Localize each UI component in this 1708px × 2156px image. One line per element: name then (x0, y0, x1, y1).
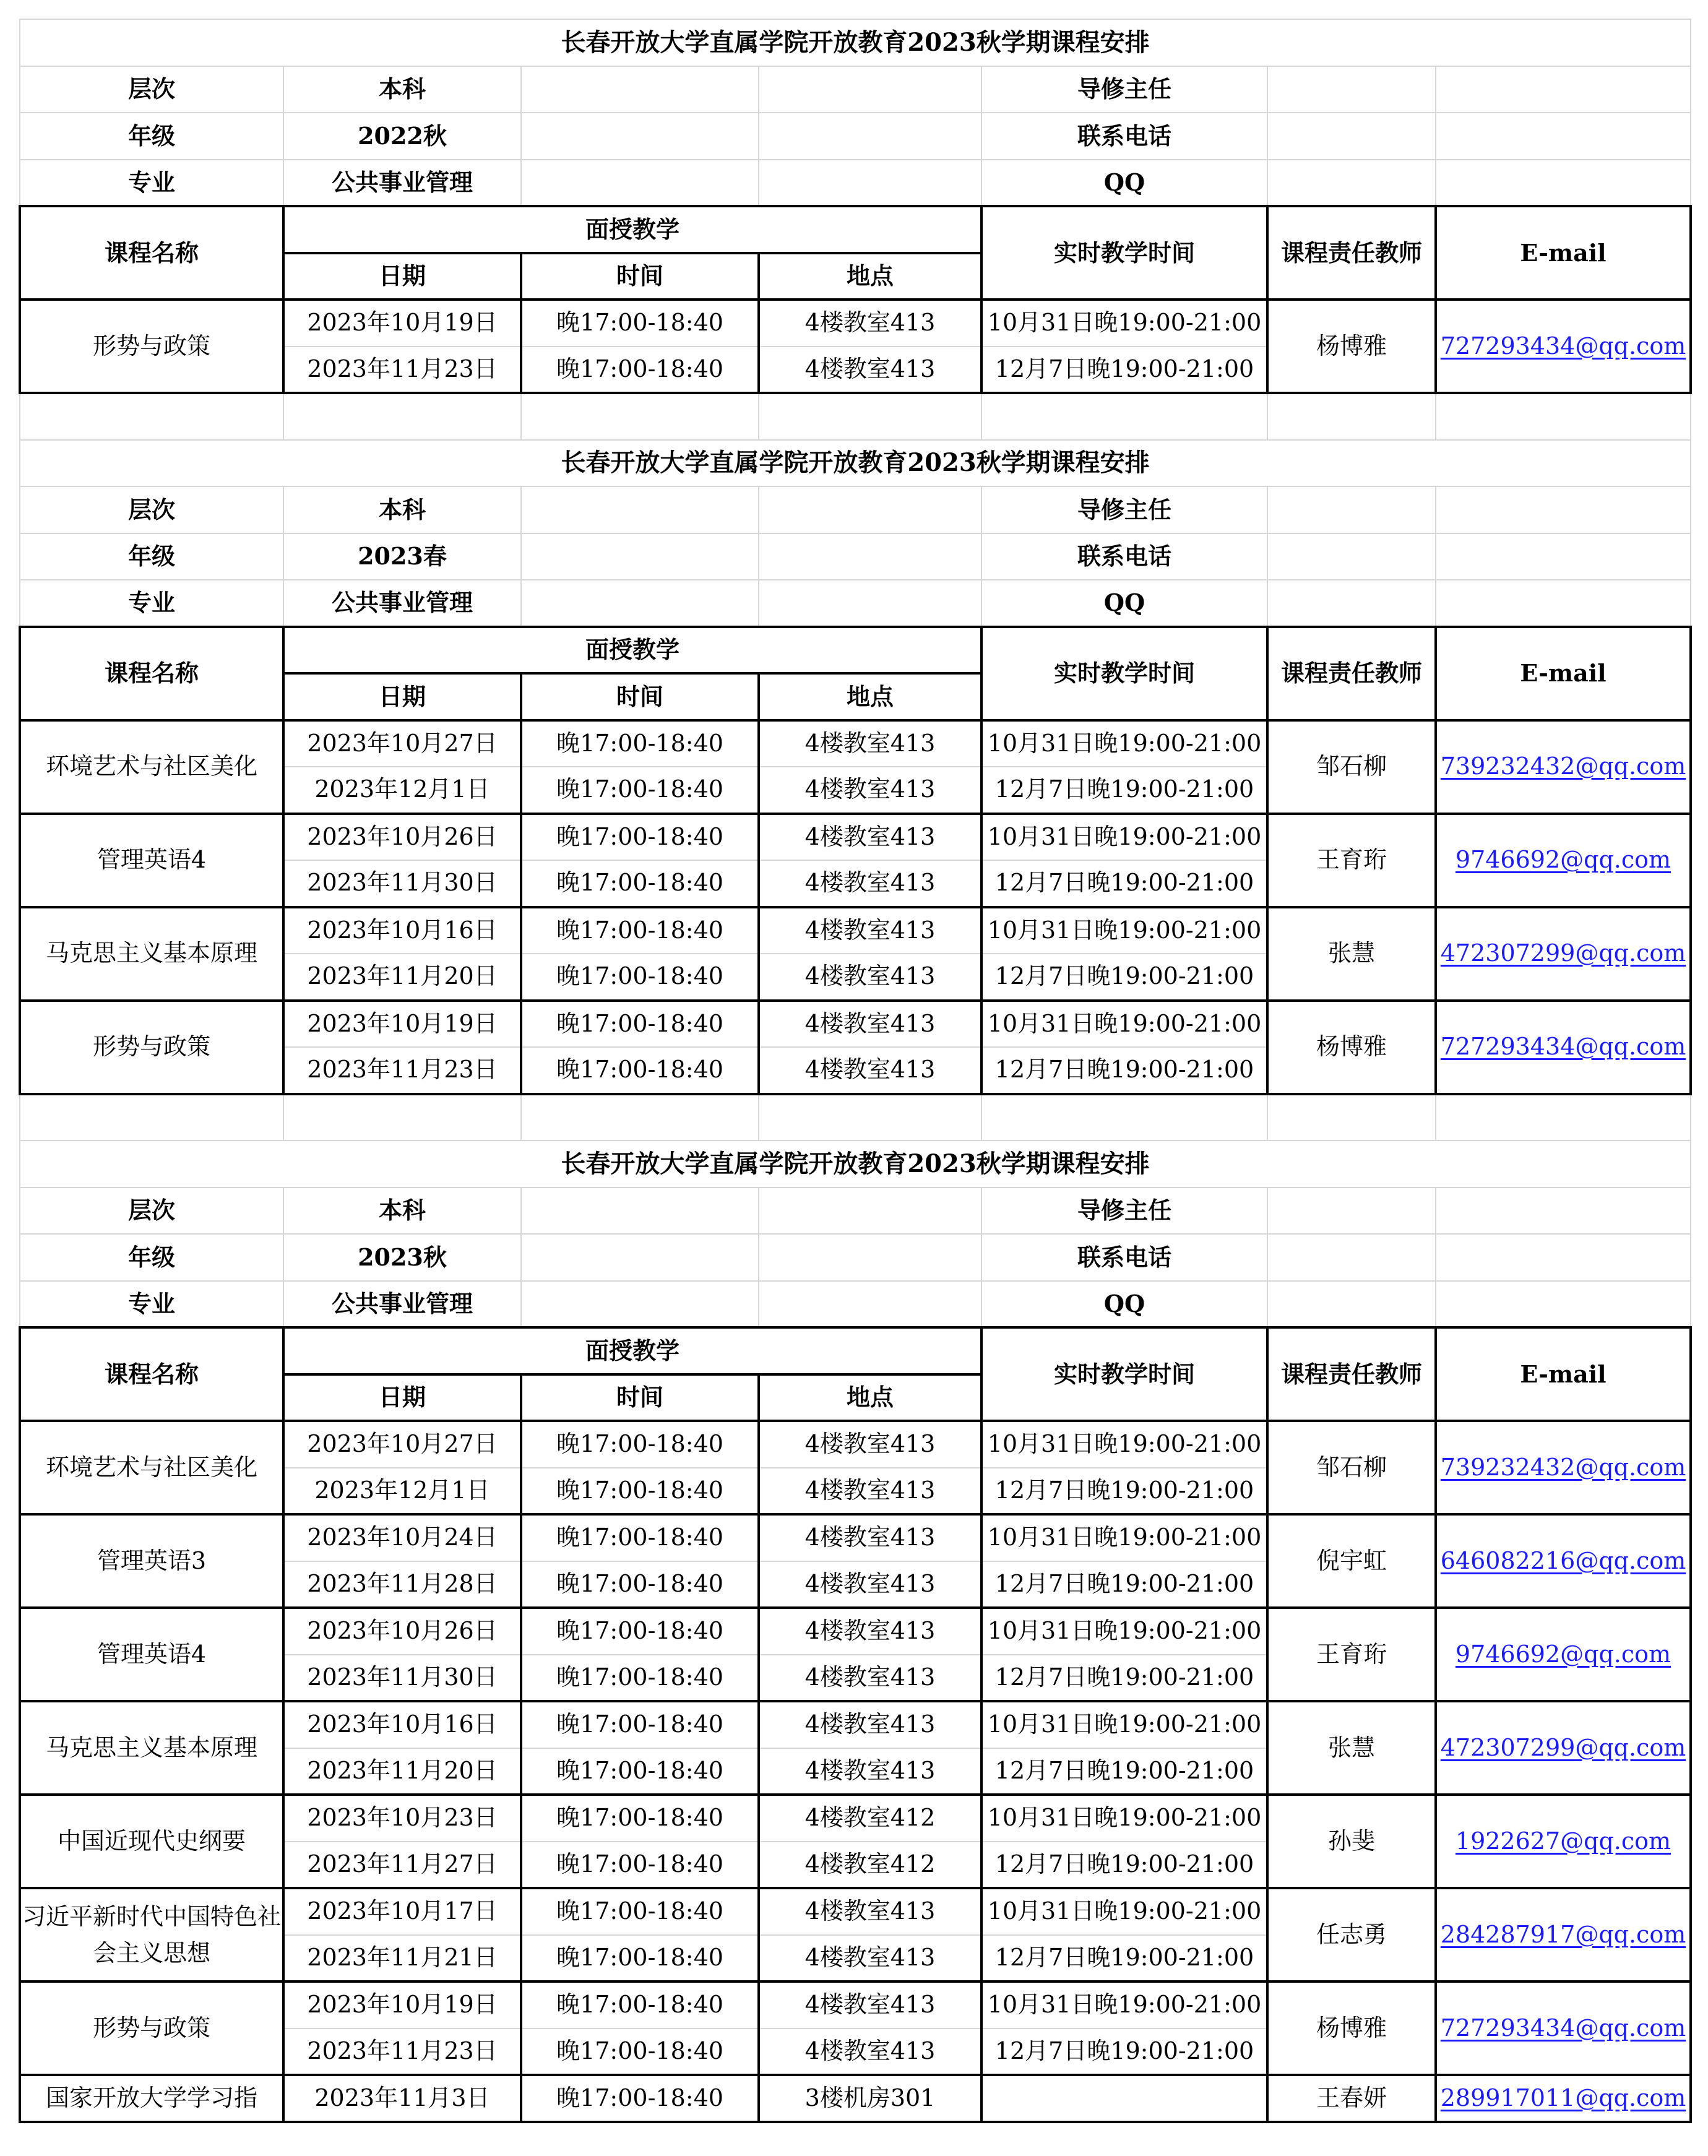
course-email-link[interactable]: 727293434@qq.com (1436, 1981, 1691, 2075)
grade-label: 年级 (20, 1234, 283, 1281)
major-value: 公共事业管理 (283, 160, 521, 207)
session-date: 2023年11月28日 (283, 1561, 521, 1608)
major-value: 公共事业管理 (283, 1281, 521, 1328)
header-course-name: 课程名称 (20, 627, 283, 720)
session-time: 晚17:00-18:40 (521, 1981, 759, 2029)
sheet-title: 长春开放大学直属学院开放教育2023秋学期课程安排 (20, 440, 1691, 487)
course-teacher: 杨博雅 (1267, 300, 1436, 393)
empty-cell (283, 393, 521, 440)
level-value: 本科 (283, 486, 521, 533)
session-date: 2023年10月19日 (283, 1981, 521, 2029)
session-realtime: 10月31日晚19:00-21:00 (981, 1795, 1267, 1842)
session-time: 晚17:00-18:40 (521, 907, 759, 954)
session-realtime: 12月7日晚19:00-21:00 (981, 1047, 1267, 1094)
table-row (20, 1001, 1691, 1048)
course-teacher: 张慧 (1267, 1701, 1436, 1795)
level-value: 本科 (283, 1188, 521, 1235)
session-time: 晚17:00-18:40 (521, 2075, 759, 2122)
session-date: 2023年10月27日 (283, 720, 521, 767)
course-name: 马克思主义基本原理 (20, 1701, 283, 1795)
empty-cell (521, 580, 759, 627)
session-realtime: 10月31日晚19:00-21:00 (981, 300, 1267, 347)
advisor-label: 导修主任 (981, 486, 1267, 533)
course-name: 习近平新时代中国特色社会主义思想 (20, 1888, 283, 1981)
session-date: 2023年10月17日 (283, 1888, 521, 1935)
empty-cell (1267, 393, 1436, 440)
info-row (20, 66, 1691, 113)
empty-cell (521, 1188, 759, 1235)
session-realtime: 12月7日晚19:00-21:00 (981, 1655, 1267, 1702)
session-place: 4楼教室413 (759, 860, 981, 907)
header-face-teaching: 面授教学 (283, 206, 981, 253)
session-place: 4楼教室413 (759, 954, 981, 1001)
session-realtime: 12月7日晚19:00-21:00 (981, 954, 1267, 1001)
session-time: 晚17:00-18:40 (521, 1795, 759, 1842)
header-row (20, 1327, 1691, 1374)
table-row (20, 1514, 1691, 1561)
session-place: 4楼教室413 (759, 767, 981, 814)
course-teacher: 任志勇 (1267, 1888, 1436, 1981)
empty-cell (521, 1234, 759, 1281)
course-email-link[interactable]: 9746692@qq.com (1436, 1608, 1691, 1701)
session-date: 2023年10月16日 (283, 907, 521, 954)
sheet-title: 长春开放大学直属学院开放教育2023秋学期课程安排 (20, 19, 1691, 66)
level-label: 层次 (20, 66, 283, 113)
header-place: 地点 (759, 1374, 981, 1421)
session-date: 2023年11月20日 (283, 954, 521, 1001)
course-name: 形势与政策 (20, 300, 283, 393)
header-teacher: 课程责任教师 (1267, 627, 1436, 720)
session-time: 晚17:00-18:40 (521, 1842, 759, 1889)
course-email-link[interactable]: 727293434@qq.com (1436, 300, 1691, 393)
session-date: 2023年11月21日 (283, 1935, 521, 1982)
header-realtime: 实时教学时间 (981, 206, 1267, 300)
info-value-empty (1267, 113, 1436, 160)
empty-cell (521, 393, 759, 440)
empty-cell (759, 486, 981, 533)
session-time: 晚17:00-18:40 (521, 1935, 759, 1982)
session-date: 2023年11月30日 (283, 860, 521, 907)
empty-cell (981, 393, 1267, 440)
course-name: 环境艺术与社区美化 (20, 1421, 283, 1514)
session-time: 晚17:00-18:40 (521, 1468, 759, 1515)
session-date: 2023年11月3日 (283, 2075, 521, 2122)
table-row (20, 720, 1691, 767)
session-realtime: 12月7日晚19:00-21:00 (981, 1468, 1267, 1515)
header-email: E-mail (1436, 1327, 1691, 1421)
empty-cell (759, 113, 981, 160)
session-realtime: 12月7日晚19:00-21:00 (981, 1842, 1267, 1889)
empty-cell (759, 1188, 981, 1235)
session-place: 4楼教室413 (759, 907, 981, 954)
session-date: 2023年10月24日 (283, 1514, 521, 1561)
course-name: 管理英语4 (20, 814, 283, 907)
empty-cell (1436, 1234, 1691, 1281)
empty-cell (759, 533, 981, 580)
session-realtime: 10月31日晚19:00-21:00 (981, 1701, 1267, 1748)
session-place: 4楼教室413 (759, 1888, 981, 1935)
info-row (20, 160, 1691, 207)
empty-cell (759, 393, 981, 440)
course-email-link[interactable]: 289917011@qq.com (1436, 2075, 1691, 2122)
info-value-empty (1267, 580, 1436, 627)
course-teacher: 邹石柳 (1267, 1421, 1436, 1514)
empty-cell (1436, 486, 1691, 533)
header-date: 日期 (283, 253, 521, 300)
info-row (20, 533, 1691, 580)
header-time: 时间 (521, 253, 759, 300)
info-row (20, 113, 1691, 160)
session-place: 4楼教室413 (759, 2029, 981, 2076)
session-date: 2023年10月16日 (283, 1701, 521, 1748)
info-row (20, 1188, 1691, 1235)
session-realtime: 10月31日晚19:00-21:00 (981, 1608, 1267, 1655)
empty-cell (1436, 393, 1691, 440)
course-teacher: 孙斐 (1267, 1795, 1436, 1888)
header-course-name: 课程名称 (20, 1327, 283, 1421)
empty-cell (759, 1281, 981, 1328)
empty-cell (1436, 160, 1691, 207)
session-realtime: 12月7日晚19:00-21:00 (981, 1748, 1267, 1795)
session-place: 4楼教室413 (759, 347, 981, 394)
empty-cell (759, 1094, 981, 1141)
session-time: 晚17:00-18:40 (521, 347, 759, 394)
course-teacher: 王春妍 (1267, 2075, 1436, 2122)
course-teacher: 王育珩 (1267, 1608, 1436, 1701)
course-email-link[interactable]: 727293434@qq.com (1436, 1001, 1691, 1094)
header-face-teaching: 面授教学 (283, 1327, 981, 1374)
session-date: 2023年10月26日 (283, 814, 521, 861)
course-name: 环境艺术与社区美化 (20, 720, 283, 814)
qq-label: QQ (981, 1281, 1267, 1328)
course-name: 国家开放大学学习指 (20, 2075, 283, 2122)
session-date: 2023年11月20日 (283, 1748, 521, 1795)
advisor-label: 导修主任 (981, 66, 1267, 113)
session-realtime: 12月7日晚19:00-21:00 (981, 767, 1267, 814)
empty-cell (521, 1281, 759, 1328)
title-row (20, 19, 1691, 66)
course-teacher: 倪宇虹 (1267, 1514, 1436, 1608)
info-row (20, 580, 1691, 627)
session-place: 4楼教室413 (759, 1748, 981, 1795)
session-realtime: 10月31日晚19:00-21:00 (981, 1888, 1267, 1935)
info-row (20, 1281, 1691, 1328)
header-date: 日期 (283, 1374, 521, 1421)
header-course-name: 课程名称 (20, 206, 283, 300)
session-time: 晚17:00-18:40 (521, 1561, 759, 1608)
session-time: 晚17:00-18:40 (521, 720, 759, 767)
table-row (20, 1981, 1691, 2029)
info-value-empty (1267, 533, 1436, 580)
session-time: 晚17:00-18:40 (521, 2029, 759, 2076)
session-time: 晚17:00-18:40 (521, 300, 759, 347)
schedule-sheet (19, 19, 1692, 2123)
header-face-teaching: 面授教学 (283, 627, 981, 674)
session-place: 4楼教室413 (759, 1935, 981, 1982)
course-name: 形势与政策 (20, 1981, 283, 2075)
session-time: 晚17:00-18:40 (521, 1655, 759, 1702)
session-place: 4楼教室413 (759, 1981, 981, 2029)
course-email-link[interactable]: 646082216@qq.com (1436, 1514, 1691, 1608)
course-email-link[interactable]: 472307299@qq.com (1436, 907, 1691, 1001)
empty-cell (1436, 1281, 1691, 1328)
schedule-table (19, 19, 1692, 2123)
header-realtime: 实时教学时间 (981, 627, 1267, 720)
session-place: 3楼机房301 (759, 2075, 981, 2122)
session-place: 4楼教室413 (759, 814, 981, 861)
info-value-empty (1267, 1281, 1436, 1328)
course-teacher: 邹石柳 (1267, 720, 1436, 814)
table-row (20, 300, 1691, 347)
course-email-link[interactable]: 284287917@qq.com (1436, 1888, 1691, 1981)
sheet-title: 长春开放大学直属学院开放教育2023秋学期课程安排 (20, 1141, 1691, 1188)
empty-cell (1436, 533, 1691, 580)
session-time: 晚17:00-18:40 (521, 1001, 759, 1048)
session-date: 2023年11月30日 (283, 1655, 521, 1702)
session-place: 4楼教室413 (759, 300, 981, 347)
empty-cell (759, 66, 981, 113)
course-name: 管理英语3 (20, 1514, 283, 1608)
info-value-empty (1267, 486, 1436, 533)
session-date: 2023年11月23日 (283, 1047, 521, 1094)
header-place: 地点 (759, 253, 981, 300)
session-place: 4楼教室413 (759, 1421, 981, 1468)
session-place: 4楼教室413 (759, 720, 981, 767)
session-place: 4楼教室413 (759, 1514, 981, 1561)
course-teacher: 杨博雅 (1267, 1981, 1436, 2075)
table-row (20, 1421, 1691, 1468)
session-place: 4楼教室413 (759, 1561, 981, 1608)
course-name: 中国近现代史纲要 (20, 1795, 283, 1888)
header-place: 地点 (759, 673, 981, 720)
header-row (20, 206, 1691, 253)
header-email: E-mail (1436, 206, 1691, 300)
session-date: 2023年11月23日 (283, 347, 521, 394)
title-row (20, 440, 1691, 487)
empty-cell (521, 533, 759, 580)
course-email-link[interactable]: 739232432@qq.com (1436, 1421, 1691, 1514)
empty-cell (1436, 66, 1691, 113)
header-teacher: 课程责任教师 (1267, 1327, 1436, 1421)
header-email: E-mail (1436, 627, 1691, 720)
table-row (20, 1608, 1691, 1655)
course-email-link[interactable]: 9746692@qq.com (1436, 814, 1691, 907)
empty-cell (521, 486, 759, 533)
session-place: 4楼教室413 (759, 1047, 981, 1094)
empty-cell (521, 66, 759, 113)
info-row (20, 1234, 1691, 1281)
grade-value: 2023秋 (283, 1234, 521, 1281)
session-place: 4楼教室412 (759, 1842, 981, 1889)
session-realtime: 12月7日晚19:00-21:00 (981, 860, 1267, 907)
empty-cell (1436, 580, 1691, 627)
qq-label: QQ (981, 160, 1267, 207)
info-value-empty (1267, 1188, 1436, 1235)
header-realtime: 实时教学时间 (981, 1327, 1267, 1421)
grade-label: 年级 (20, 533, 283, 580)
session-place: 4楼教室413 (759, 1608, 981, 1655)
empty-cell (1436, 1094, 1691, 1141)
table-row (20, 2075, 1691, 2122)
empty-cell (1436, 113, 1691, 160)
session-realtime: 12月7日晚19:00-21:00 (981, 1561, 1267, 1608)
session-time: 晚17:00-18:40 (521, 1421, 759, 1468)
table-row (20, 1701, 1691, 1748)
session-time: 晚17:00-18:40 (521, 860, 759, 907)
empty-cell (759, 580, 981, 627)
major-label: 专业 (20, 160, 283, 207)
info-value-empty (1267, 66, 1436, 113)
session-time: 晚17:00-18:40 (521, 1748, 759, 1795)
empty-cell (1436, 1188, 1691, 1235)
major-label: 专业 (20, 1281, 283, 1328)
empty-cell (521, 1094, 759, 1141)
major-label: 专业 (20, 580, 283, 627)
qq-label: QQ (981, 580, 1267, 627)
header-row (20, 627, 1691, 674)
empty-cell (20, 1094, 283, 1141)
session-time: 晚17:00-18:40 (521, 767, 759, 814)
header-date: 日期 (283, 673, 521, 720)
table-row (20, 814, 1691, 861)
table-row (20, 1888, 1691, 1935)
info-row (20, 486, 1691, 533)
session-date: 2023年10月27日 (283, 1421, 521, 1468)
empty-cell (521, 160, 759, 207)
course-teacher: 杨博雅 (1267, 1001, 1436, 1094)
session-date: 2023年12月1日 (283, 767, 521, 814)
session-date: 2023年11月27日 (283, 1842, 521, 1889)
session-place: 4楼教室413 (759, 1701, 981, 1748)
session-time: 晚17:00-18:40 (521, 954, 759, 1001)
table-row (20, 907, 1691, 954)
session-place: 4楼教室413 (759, 1468, 981, 1515)
advisor-label: 导修主任 (981, 1188, 1267, 1235)
course-name: 形势与政策 (20, 1001, 283, 1094)
session-realtime: 12月7日晚19:00-21:00 (981, 2029, 1267, 2076)
session-date: 2023年10月19日 (283, 300, 521, 347)
course-name: 管理英语4 (20, 1608, 283, 1701)
level-label: 层次 (20, 486, 283, 533)
session-date: 2023年12月1日 (283, 1468, 521, 1515)
session-realtime: 10月31日晚19:00-21:00 (981, 720, 1267, 767)
table-row (20, 1795, 1691, 1842)
title-row (20, 1141, 1691, 1188)
header-time: 时间 (521, 1374, 759, 1421)
course-teacher: 王育珩 (1267, 814, 1436, 907)
session-time: 晚17:00-18:40 (521, 1888, 759, 1935)
session-time: 晚17:00-18:40 (521, 1608, 759, 1655)
session-realtime: 10月31日晚19:00-21:00 (981, 1981, 1267, 2029)
empty-cell (981, 1094, 1267, 1141)
grade-value: 2023春 (283, 533, 521, 580)
empty-cell (1267, 1094, 1436, 1141)
session-realtime: 10月31日晚19:00-21:00 (981, 1001, 1267, 1048)
info-value-empty (1267, 1234, 1436, 1281)
empty-cell (20, 393, 283, 440)
session-realtime: 10月31日晚19:00-21:00 (981, 1514, 1267, 1561)
grade-label: 年级 (20, 113, 283, 160)
empty-cell (283, 1094, 521, 1141)
session-date: 2023年10月23日 (283, 1795, 521, 1842)
session-place: 4楼教室412 (759, 1795, 981, 1842)
major-value: 公共事业管理 (283, 580, 521, 627)
session-date: 2023年10月19日 (283, 1001, 521, 1048)
session-realtime: 12月7日晚19:00-21:00 (981, 1935, 1267, 1982)
phone-label: 联系电话 (981, 533, 1267, 580)
empty-cell (759, 160, 981, 207)
course-email-link[interactable]: 739232432@qq.com (1436, 720, 1691, 814)
course-teacher: 张慧 (1267, 907, 1436, 1001)
level-value: 本科 (283, 66, 521, 113)
course-name: 马克思主义基本原理 (20, 907, 283, 1001)
session-time: 晚17:00-18:40 (521, 1047, 759, 1094)
info-value-empty (1267, 160, 1436, 207)
session-place: 4楼教室413 (759, 1001, 981, 1048)
session-time: 晚17:00-18:40 (521, 814, 759, 861)
session-date: 2023年10月26日 (283, 1608, 521, 1655)
session-place: 4楼教室413 (759, 1655, 981, 1702)
empty-cell (759, 1234, 981, 1281)
level-label: 层次 (20, 1188, 283, 1235)
session-realtime: 10月31日晚19:00-21:00 (981, 1421, 1267, 1468)
empty-cell (521, 113, 759, 160)
session-realtime: 10月31日晚19:00-21:00 (981, 814, 1267, 861)
session-time: 晚17:00-18:40 (521, 1701, 759, 1748)
course-email-link[interactable]: 472307299@qq.com (1436, 1701, 1691, 1795)
header-time: 时间 (521, 673, 759, 720)
session-realtime: 10月31日晚19:00-21:00 (981, 907, 1267, 954)
phone-label: 联系电话 (981, 1234, 1267, 1281)
grade-value: 2022秋 (283, 113, 521, 160)
phone-label: 联系电话 (981, 113, 1267, 160)
course-email-link[interactable]: 1922627@qq.com (1436, 1795, 1691, 1888)
session-realtime: 12月7日晚19:00-21:00 (981, 347, 1267, 394)
session-time: 晚17:00-18:40 (521, 1514, 759, 1561)
session-realtime (981, 2075, 1267, 2122)
header-teacher: 课程责任教师 (1267, 206, 1436, 300)
session-date: 2023年11月23日 (283, 2029, 521, 2076)
